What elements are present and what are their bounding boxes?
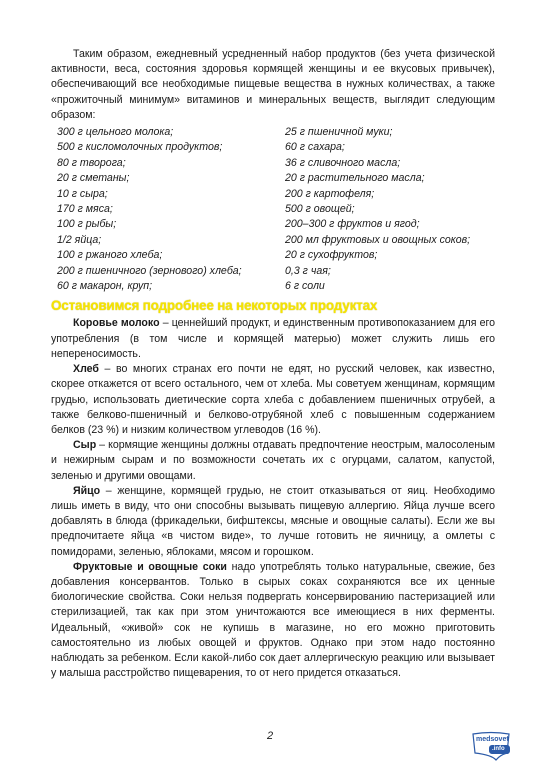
term-bread: Хлеб (73, 363, 99, 376)
paragraph-egg (51, 484, 495, 560)
list-item: 6 г соли (285, 280, 325, 293)
page-number: 2 (266, 730, 274, 742)
paragraph-bread (51, 362, 495, 438)
list-item: 200 мл фруктовых и овощных соков; (285, 233, 471, 246)
term-egg: Яйцо (73, 484, 101, 497)
list-item: 100 г ржаного хлеба; (57, 249, 163, 262)
list-item: 60 г сахара; (285, 141, 345, 154)
term-cheese: Сыр (73, 439, 97, 452)
list-item: 10 г сыра; (57, 187, 108, 200)
section-heading: Остановимся подробнее на некоторых продуктах (51, 298, 378, 314)
paragraph-text: надо употреблять только натуральные, свежие, без добавления консервантов. Только в сырых соках сохраняются все их ценные биологические свойства. Соки нельзя подвергать консервированию пастеризацией или стерилизацией, так как при этом уничтожаются все имеющиеся в них ферменты. Идеальный, «живой» сок не купишь в магазине, но его можно приготовить самостоятельно из любых овощей и фруктов. Однако при этом надо постоянно наблюдать за ребенком. Если какой-либо сок дает аллергическую реакцию или вызывает у малыша расстройство пищеварения, то от него придется отказаться. (51, 560, 495, 680)
paragraph-text: – женщине, кормящей грудью, не стоит отказываться от яиц. Необходимо лишь иметь в виду, что они способны вызывать пищевую аллергию. Яйца лучше всего добавлять в блюда (фрикадельки, бифштексы, мясные и овощные салаты). Если же вы предпочитаете яйца «в чистом виде», то лучше готовить не яичницу, а омлеты с помидорами, зеленью, яблоками, мясом и горошком. (51, 484, 495, 558)
logo-text-suffix: .info (492, 746, 505, 752)
paragraph-cheese (51, 438, 495, 484)
food-list-left (51, 125, 285, 294)
list-item: 20 г сухофруктов; (285, 249, 378, 262)
medsovet-logo[interactable] (470, 731, 512, 761)
list-item: 170 г мяса; (57, 203, 113, 216)
list-item: 25 г пшеничной муки; (285, 126, 393, 139)
logo-text: medsovet (476, 736, 509, 743)
paragraph-text: – во многих странах его почти не едят, но русский человек, как известно, скорее откажется от всего остального, чем от хлеба. Мы советуем женщинам, кормящим грудью, использовать диетические сорта хлеба с добавлением пшеничных отрубей, а также белково-пшеничный и белково-отрубяной хлеб с повышенным содержанием белков (23 %) и низким количеством углеводов (16 %). (51, 363, 495, 436)
food-list-right (285, 125, 495, 294)
list-item: 200–300 г фруктов и ягод; (285, 218, 420, 231)
food-list (51, 125, 495, 294)
intro-paragraph: Таким образом, ежедневный усредненный набор продуктов (без учета физической активности, веса, состояния здоровья кормящей женщины и ее вкусовых привычек), обеспечивающий все необходимые пищевые вещества в нужных количествах, а также «прожиточный минимум» витаминов и минеральных веществ, выглядит следующим образом: (51, 48, 495, 121)
term-milk: Коровье молоко (73, 317, 160, 330)
paragraph-juices (51, 560, 495, 682)
list-item: 100 г рыбы; (57, 218, 117, 231)
list-item: 300 г цельного молока; (57, 126, 174, 139)
list-item: 20 г сметаны; (57, 172, 130, 185)
list-item: 80 г творога; (57, 156, 126, 169)
list-item: 500 г овощей; (285, 203, 355, 216)
page-content (51, 47, 495, 681)
list-item: 36 г сливочного масла; (285, 156, 401, 169)
list-item: 60 г макарон, круп; (57, 280, 153, 293)
list-item: 20 г растительного масла; (285, 172, 425, 185)
list-item: 200 г пшеничного (зернового) хлеба; (57, 264, 242, 277)
term-juices: Фруктовые и овощные соки (73, 560, 227, 573)
list-item: 200 г картофеля; (285, 187, 375, 200)
list-item: 1/2 яйца; (57, 233, 102, 246)
paragraph-text: – кормящие женщины должны отдавать предпочтение неострым, малосоленым и нежирным сырам и по возможности сочетать их с огурцами, салатом, капустой, зеленью и другими овощами. (51, 439, 495, 482)
paragraph-milk (51, 316, 495, 362)
list-item: 500 г кисломолочных продуктов; (57, 141, 223, 154)
list-item: 0,3 г чая; (285, 264, 331, 277)
paragraph-text: – ценнейший продукт, и единственным противопоказанием для его употребления (в том числе и кормящей матерью) может служить лишь его непереносимость. (51, 317, 495, 360)
